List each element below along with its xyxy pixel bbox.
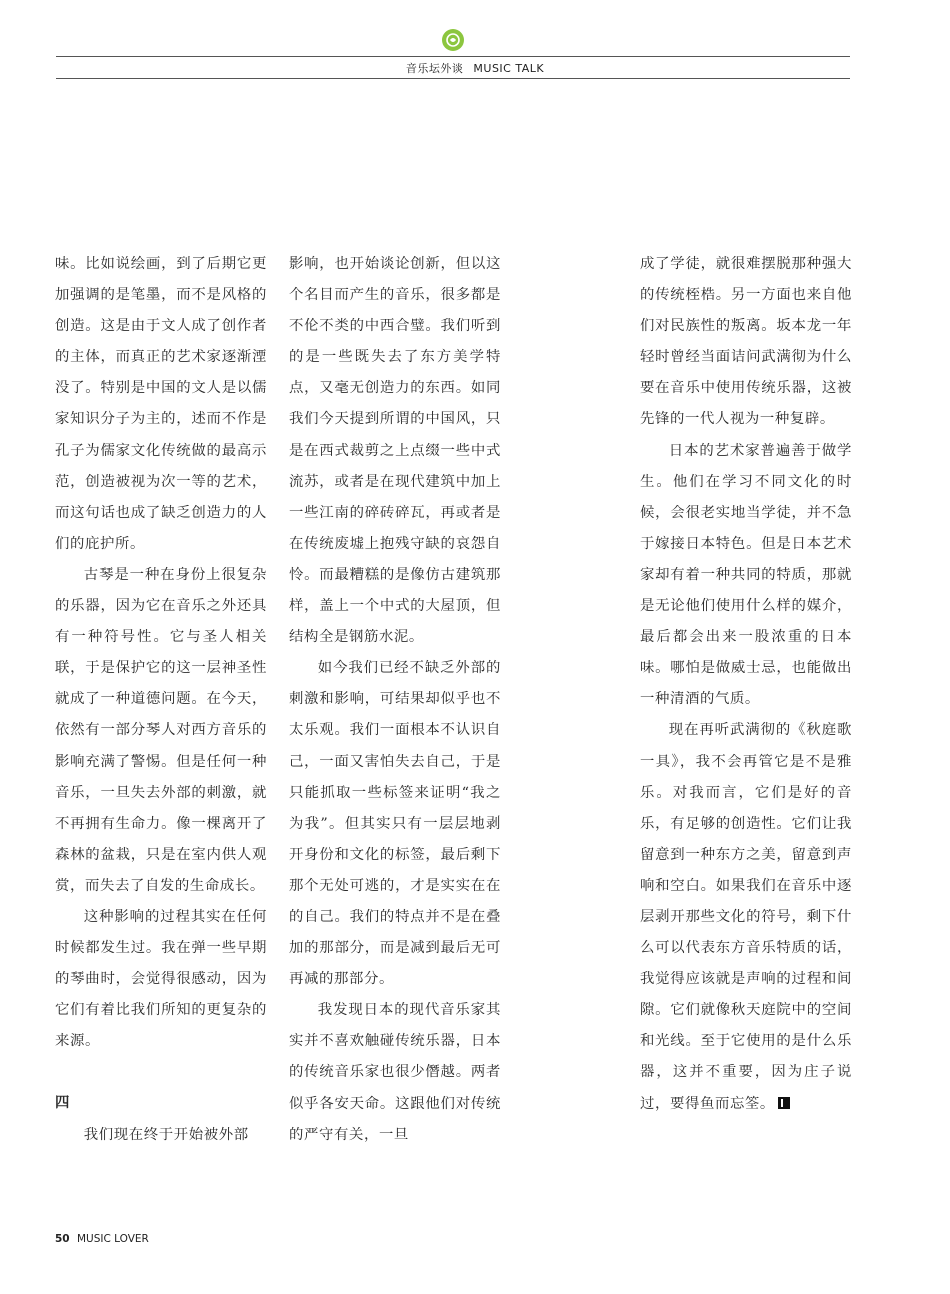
section-heading: 四	[55, 1095, 70, 1112]
end-mark-icon	[778, 1097, 790, 1109]
paragraph: 味。比如说绘画，到了后期它更加强调的是笔墨，而不是风格的创造。这是由于文人成了创作者的主体，而真正的艺术家逐渐湮没了。特别是中国的文人是以儒家知识分子为主的，述而不作是孔子为儒家文化传统做的最高示范，创造被视为次一等的艺术，而这句话也成了缺乏创造力的人们的庇护所。	[55, 256, 267, 552]
paragraph: 影响，也开始谈论创新，但以这个名目而产生的音乐，很多都是不伦不类的中西合璧。我们听到的是一些既失去了东方美学特点，又毫无创造力的东西。如同我们今天提到所谓的中国风，只是在西式裁剪之上点缀一些中式流苏，或者是在现代建筑中加上一些江南的碎砖碎瓦，再或者是在传统废墟上抱残守缺的哀怨自怜。而最糟糕的是像仿古建筑那样，盖上一个中式的大屋顶，但结构全是钢筋水泥。	[289, 256, 501, 646]
text-column-1	[55, 249, 267, 1151]
page-footer	[55, 1233, 149, 1245]
paragraph: 这种影响的过程其实在任何时候都发生过。我在弹一些早期的琴曲时，会觉得很感动，因为它们有着比我们所知的更复杂的来源。	[55, 908, 267, 1050]
header-rule-bottom	[56, 78, 850, 79]
section-label-en: MUSIC TALK	[473, 62, 545, 75]
text-column-3	[640, 249, 852, 1120]
page-number: 50	[55, 1233, 70, 1245]
paragraph-text: 现在再听武满彻的《秋庭歌一具》，我不会再管它是不是雅乐。对我而言，它们是好的音乐，有足够的创造性。它们让我留意到一种东方之美，留意到声响和空白。如果我们在音乐中逐层剥开那些文化的符号，剩下什么可以代表东方音乐特质的话，我觉得应该就是声响的过程和间隙。它们就像秋天庭院中的空间和光线。至于它使用的是什么乐器，这并不重要，因为庄子说过，要得鱼而忘筌。	[640, 722, 852, 1112]
paragraph: 我们现在终于开始被外部	[83, 1126, 249, 1143]
paragraph: 如今我们已经不缺乏外部的刺激和影响，可结果却似乎也不太乐观。我们一面根本不认识自己，一面又害怕失去自己，于是只能抓取一些标签来证明“我之为我”。但其实只有一层层地剥开身份和文化的标签，最后剩下那个无处可逃的，才是实实在在的自己。我们的特点并不是在叠加的那部分，而是减到最后无可再减的那部分。	[289, 660, 501, 988]
paragraph: 我发现日本的现代音乐家其实并不喜欢触碰传统乐器，日本的传统音乐家也很少僭越。两者似乎各安天命。这跟他们对传统的严守有关，一旦	[289, 1002, 501, 1143]
paragraph: 成了学徒，就很难摆脱那种强大的传统桎梏。另一方面也来自他们对民族性的叛离。坂本龙一年轻时曾经当面诘问武满彻为什么要在音乐中使用传统乐器，这被先锋的一代人视为一种复辟。	[640, 256, 852, 428]
section-label-cn: 音乐坛外谈	[405, 62, 464, 75]
magazine-name: MUSIC LOVER	[76, 1233, 149, 1245]
paragraph: 日本的艺术家普遍善于做学生。他们在学习不同文化的时候，会很老实地当学徒，并不急于嫁接日本特色。但是日本艺术家却有着一种共同的特质，那就是无论他们使用什么样的媒介，最后都会出来一股浓重的日本味。哪怕是做威士忌，也能做出一种清酒的气质。	[640, 442, 852, 708]
section-label	[0, 60, 950, 76]
brand-logo-icon	[442, 29, 464, 51]
paragraph	[640, 715, 852, 1119]
paragraph: 古琴是一种在身份上很复杂的乐器，因为它在音乐之外还具有一种符号性。它与圣人相关联，于是保护它的这一层神圣性就成了一种道德问题。在今天，依然有一部分琴人对西方音乐的影响充满了警惕。但是任何一种音乐，一旦失去外部的刺激，就不再拥有生命力。像一棵离开了森林的盆栽，只是在室内供人观赏，而失去了自发的生命成长。	[55, 566, 267, 894]
header-rule-top	[56, 56, 850, 57]
text-column-2	[289, 249, 501, 1151]
